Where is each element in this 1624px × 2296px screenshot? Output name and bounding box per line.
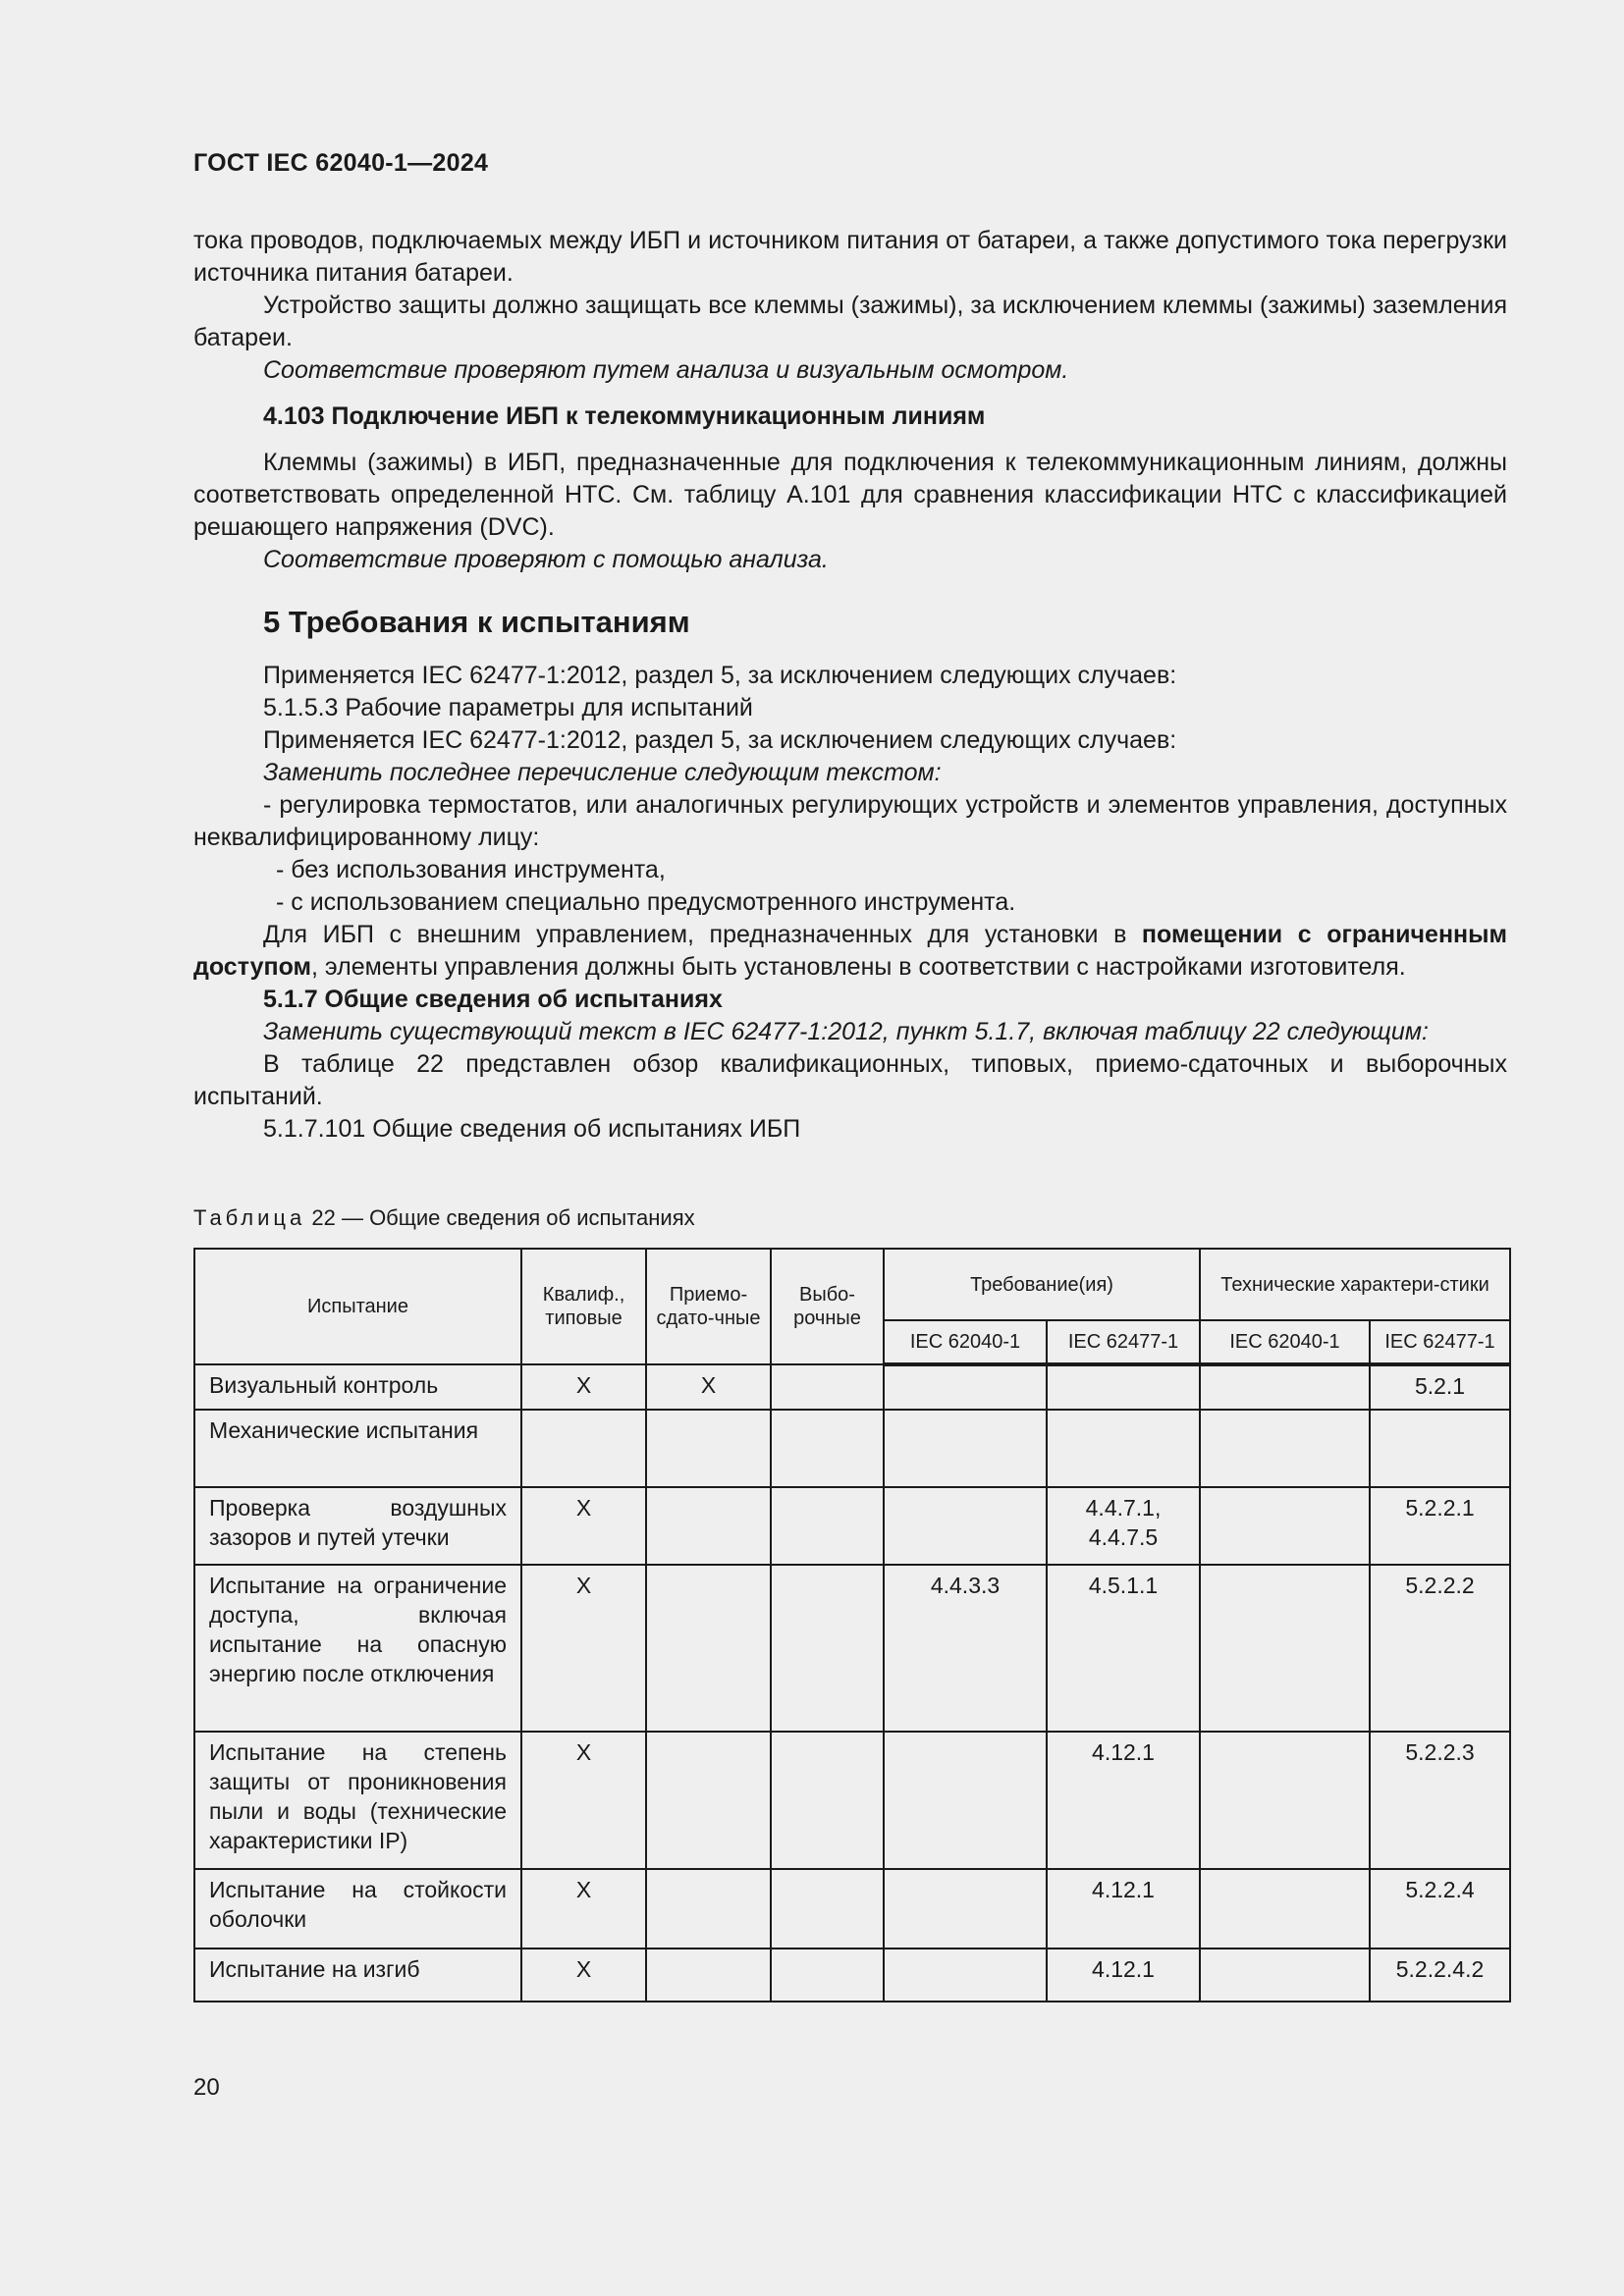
text-run: Для ИБП с внешним управлением, предназначенных для установки в <box>263 921 1142 948</box>
cell-tech-62477: 5.2.2.1 <box>1370 1487 1510 1565</box>
cell-qualification: X <box>521 1732 646 1869</box>
cell-acceptance <box>646 1732 771 1869</box>
subsection-title: 5.1.5.3 Рабочие параметры для испытаний <box>263 694 753 721</box>
header-qualification: Квалиф., типовые <box>521 1249 646 1364</box>
header-acceptance: Приемо-сдато-чные <box>646 1249 771 1364</box>
cell-tech-62477: 5.2.2.4 <box>1370 1869 1510 1949</box>
cell-req-62040 <box>884 1364 1047 1410</box>
header-test: Испытание <box>194 1249 521 1364</box>
table-row <box>194 1565 1510 1732</box>
header-technical-characteristics: Технические характери-стики <box>1200 1249 1510 1320</box>
cell-tech-62040 <box>1200 1732 1370 1869</box>
cell-test-name: Испытание на стойкости оболочки <box>194 1869 521 1949</box>
cell-sampling <box>771 1949 884 2002</box>
header-tech-62040: IEC 62040-1 <box>1200 1320 1370 1364</box>
header-tech-62477: IEC 62477-1 <box>1370 1320 1510 1364</box>
cell-qualification: X <box>521 1364 646 1410</box>
list-subitem: - с использованием специально предусмотренного инструмента. <box>276 888 1016 916</box>
cell-sampling <box>771 1410 884 1487</box>
cell-test-name: Испытание на ограничение доступа, включая испытание на опасную энергию после отключения <box>194 1565 521 1732</box>
cell-acceptance: X <box>646 1364 771 1410</box>
cell-tech-62477: 5.2.2.2 <box>1370 1565 1510 1732</box>
cell-tech-62477 <box>1370 1410 1510 1487</box>
cell-acceptance <box>646 1949 771 2002</box>
cell-acceptance <box>646 1565 771 1732</box>
body-text <box>193 225 1507 1146</box>
cell-req-62040: 4.4.3.3 <box>884 1565 1047 1732</box>
cell-acceptance <box>646 1487 771 1565</box>
cell-req-62040 <box>884 1949 1047 2002</box>
cell-sampling <box>771 1565 884 1732</box>
instruction-note: Заменить существующий текст в IEC 62477-1:2012, пункт 5.1.7, включая таблицу 22 следующим: <box>263 1018 1429 1045</box>
cell-acceptance <box>646 1869 771 1949</box>
cell-req-62477 <box>1047 1364 1200 1410</box>
cell-req-62477: 4.4.7.1, 4.4.7.5 <box>1047 1487 1200 1565</box>
cell-tech-62040 <box>1200 1869 1370 1949</box>
paragraph: Применяется IEC 62477-1:2012, раздел 5, за исключением следующих случаев: <box>263 726 1177 754</box>
table-row <box>194 1949 1510 2002</box>
header-req-62477: IEC 62477-1 <box>1047 1320 1200 1364</box>
cell-req-62040 <box>884 1487 1047 1565</box>
cell-acceptance <box>646 1410 771 1487</box>
cell-sampling <box>771 1732 884 1869</box>
subsection-title: 5.1.7.101 Общие сведения об испытаниях ИБП <box>263 1115 801 1143</box>
table-caption-text: 22 — Общие сведения об испытаниях <box>305 1205 695 1230</box>
paragraph: Устройство защиты должно защищать все клеммы (зажимы), за исключением клеммы (зажимы) заземления батареи. <box>193 292 1507 351</box>
cell-tech-62477: 5.2.2.3 <box>1370 1732 1510 1869</box>
cell-req-62040 <box>884 1869 1047 1949</box>
cell-qualification: X <box>521 1869 646 1949</box>
cell-req-62477: 4.12.1 <box>1047 1732 1200 1869</box>
instruction-note: Заменить последнее перечисление следующим текстом: <box>263 759 942 786</box>
header-sampling: Выбо-рочные <box>771 1249 884 1364</box>
cell-test-name: Визуальный контроль <box>194 1364 521 1410</box>
document-header: ГОСТ IEC 62040-1—2024 <box>193 149 489 177</box>
cell-tech-62477: 5.2.1 <box>1370 1364 1510 1410</box>
cell-test-name: Проверка воздушных зазоров и путей утечки <box>194 1487 521 1565</box>
list-subitem: - без использования инструмента, <box>276 856 666 883</box>
cell-req-62477: 4.12.1 <box>1047 1869 1200 1949</box>
paragraph: Клеммы (зажимы) в ИБП, предназначенные для подключения к телекоммуникационным линиям, должны соответствовать определенной НТС. См. таблицу А.101 для сравнения классификации НТС с классификацией решающего напряжения (DVC). <box>193 449 1507 541</box>
cell-tech-62040 <box>1200 1565 1370 1732</box>
cell-req-62477: 4.12.1 <box>1047 1949 1200 2002</box>
cell-tech-62477: 5.2.2.4.2 <box>1370 1949 1510 2002</box>
cell-qualification: X <box>521 1949 646 2002</box>
cell-test-name: Испытание на изгиб <box>194 1949 521 2002</box>
compliance-note: Соответствие проверяют с помощью анализа. <box>263 546 829 573</box>
cell-tech-62040 <box>1200 1364 1370 1410</box>
cell-req-62040 <box>884 1732 1047 1869</box>
cell-req-62040 <box>884 1410 1047 1487</box>
cell-sampling <box>771 1869 884 1949</box>
cell-tech-62040 <box>1200 1487 1370 1565</box>
table-row <box>194 1869 1510 1949</box>
paragraph: Применяется IEC 62477-1:2012, раздел 5, за исключением следующих случаев: <box>263 662 1177 689</box>
cell-sampling <box>771 1364 884 1410</box>
table-row <box>194 1732 1510 1869</box>
header-requirements: Требование(ия) <box>884 1249 1200 1320</box>
paragraph <box>193 919 1507 984</box>
section-heading-5: 5 Требования к испытаниям <box>263 605 690 639</box>
table-caption <box>193 1205 695 1231</box>
term-bold: помещении с ограниченным доступом <box>193 921 1507 981</box>
paragraph: В таблице 22 представлен обзор квалификационных, типовых, приемо-сдаточных и выборочных испытаний. <box>193 1050 1507 1110</box>
header-req-62040: IEC 62040-1 <box>884 1320 1047 1364</box>
cell-tech-62040 <box>1200 1410 1370 1487</box>
cell-sampling <box>771 1487 884 1565</box>
tests-table <box>193 1248 1511 2002</box>
section-heading-4-103: 4.103 Подключение ИБП к телекоммуникационным линиям <box>263 402 986 430</box>
cell-test-name: Механические испытания <box>194 1410 521 1487</box>
cell-tech-62040 <box>1200 1949 1370 2002</box>
table-caption-label: Таблица <box>193 1205 306 1230</box>
text-run: , элементы управления должны быть установлены в соответствии с настройками изготовителя. <box>311 953 1406 981</box>
cell-req-62477: 4.5.1.1 <box>1047 1565 1200 1732</box>
cell-qualification: X <box>521 1565 646 1732</box>
table-row <box>194 1487 1510 1565</box>
compliance-note: Соответствие проверяют путем анализа и визуальным осмотром. <box>263 356 1069 384</box>
cell-qualification: X <box>521 1487 646 1565</box>
paragraph: тока проводов, подключаемых между ИБП и источником питания от батареи, а также допустимого тока перегрузки источника питания батареи. <box>193 227 1507 287</box>
cell-test-name: Испытание на степень защиты от проникновения пыли и воды (технические характеристики IP) <box>194 1732 521 1869</box>
cell-qualification <box>521 1410 646 1487</box>
table-row <box>194 1364 1510 1410</box>
list-item: - регулировка термостатов, или аналогичных регулирующих устройств и элементов управления, доступных неквалифицированному лицу: <box>193 791 1507 851</box>
cell-req-62477 <box>1047 1410 1200 1487</box>
section-heading-5-1-7: 5.1.7 Общие сведения об испытаниях <box>263 986 723 1013</box>
table-row <box>194 1410 1510 1487</box>
page-number: 20 <box>193 2074 220 2101</box>
